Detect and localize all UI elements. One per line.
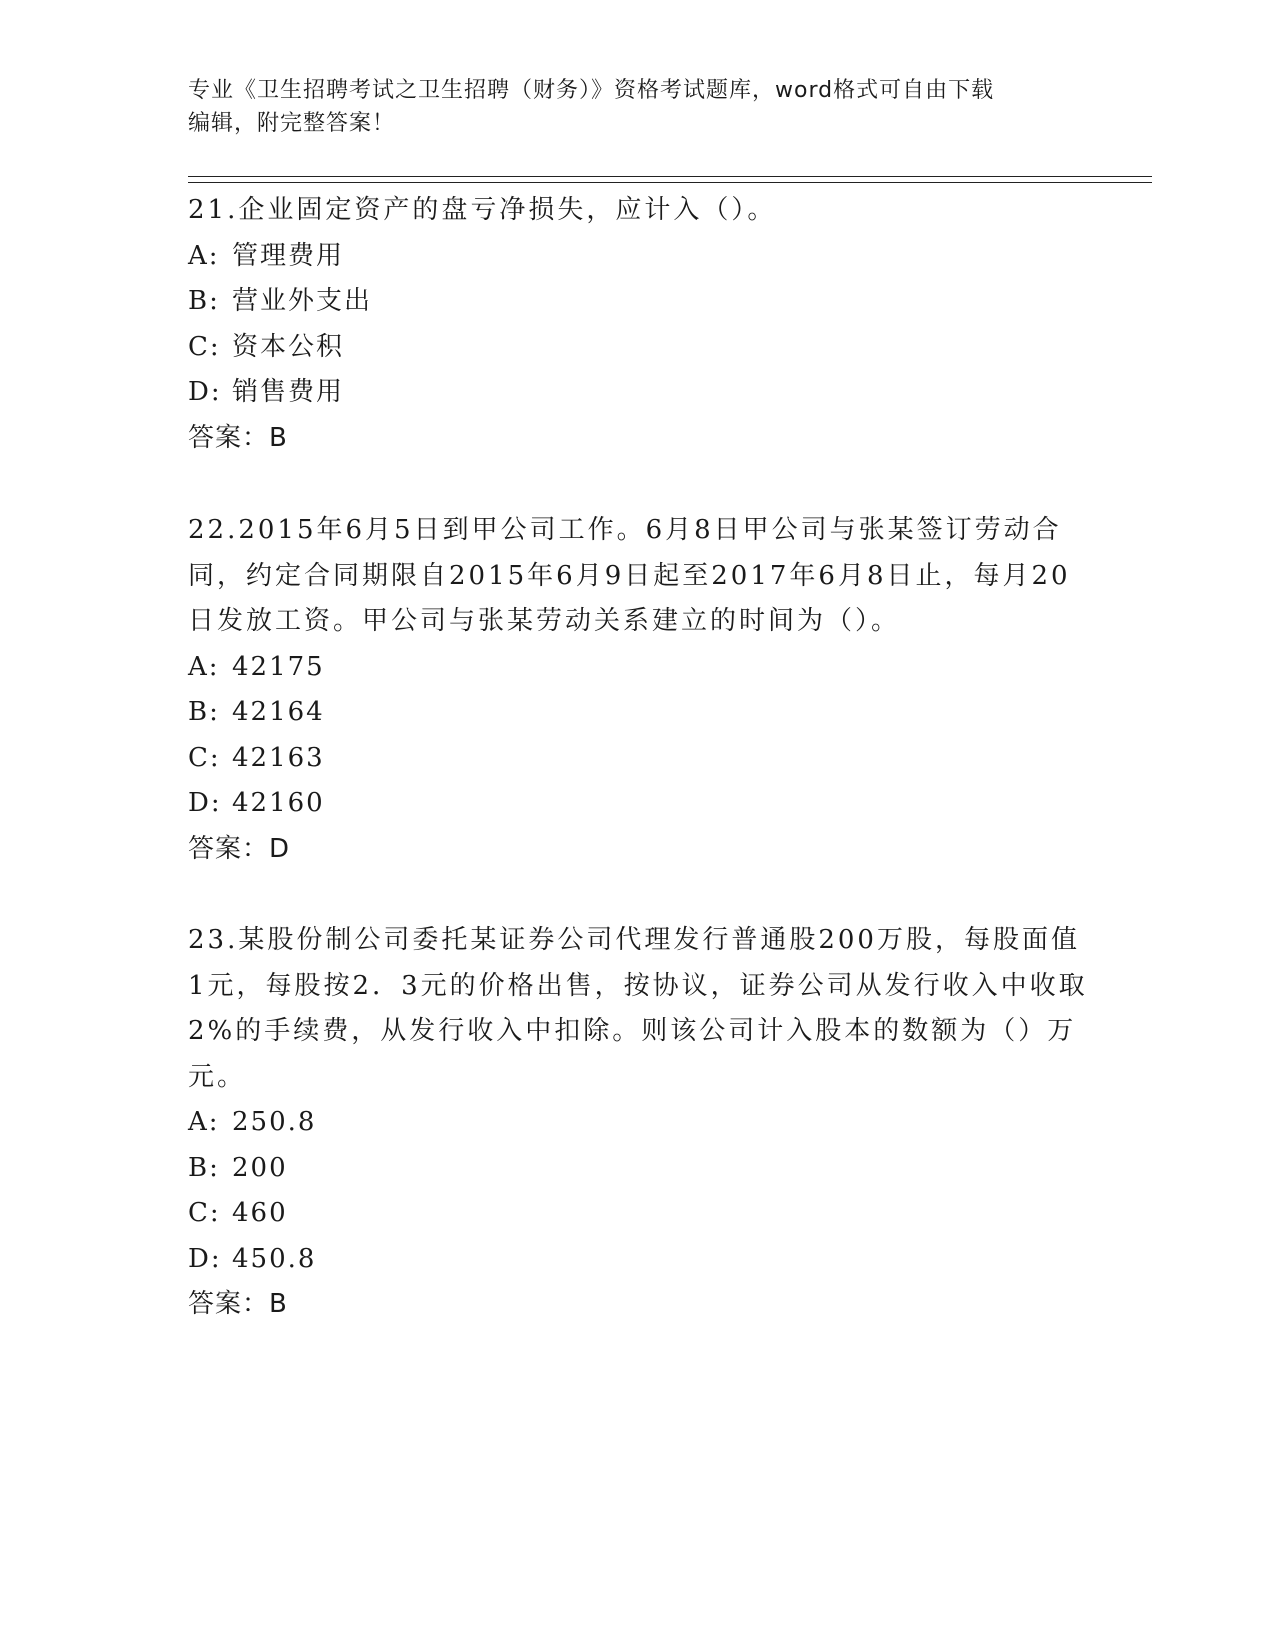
option-text: 200 (232, 1152, 288, 1183)
question-22 (188, 508, 1088, 872)
header-divider-bottom (188, 182, 1152, 183)
option-a (188, 645, 1088, 691)
question-stem: 21.企业固定资产的盘亏净损失，应计入（）。 (188, 195, 777, 225)
question-23 (188, 918, 1088, 1328)
document-header (188, 74, 1068, 140)
option-letter: D: (188, 377, 222, 407)
option-text: 450.8 (232, 1243, 317, 1274)
option-letter: B: (188, 286, 220, 316)
option-letter: A: (188, 1107, 220, 1137)
option-letter: B: (188, 1152, 220, 1183)
option-text: 42160 (232, 788, 325, 818)
header-divider-top (188, 176, 1152, 177)
option-d (188, 1237, 1088, 1283)
answer-line: 答案：D (188, 833, 291, 864)
header-line-1: 专业《卫生招聘考试之卫生招聘（财务）》资格考试题库，word格式可自由下载 (188, 78, 995, 103)
answer-line: 答案：B (188, 1289, 288, 1319)
option-c (188, 1191, 1088, 1237)
option-text: 42163 (232, 742, 325, 773)
option-letter: C: (188, 1198, 221, 1228)
question-stem: 22.2015年6月5日到甲公司工作。6月8日甲公司与张某签订劳动合同，约定合同期限自2015年6月9日起至2017年6月8日止，每月20日发放工资。甲公司与张某劳动关系建立的时间为（）。 (188, 515, 1071, 636)
option-letter: A: (188, 240, 220, 271)
option-text: 管理费用 (232, 240, 345, 271)
option-text: 42164 (232, 697, 325, 727)
option-letter: C: (188, 331, 221, 362)
option-d (188, 370, 1088, 416)
option-c (188, 736, 1088, 782)
option-b (188, 279, 1088, 325)
question-stem: 23.某股份制公司委托某证券公司代理发行普通股200万股，每股面值1元，每股按2．3元的价格出售，按协议，证券公司从发行收入中收取2%的手续费，从发行收入中扣除。则该公司计入股本的数额为（）万元。 (188, 925, 1088, 1092)
option-letter: A: (188, 651, 220, 682)
option-c (188, 325, 1088, 371)
option-text: 资本公积 (232, 331, 345, 362)
option-letter: D: (188, 788, 222, 818)
option-letter: D: (188, 1243, 222, 1274)
option-text: 460 (232, 1198, 288, 1228)
option-letter: B: (188, 697, 220, 727)
option-text: 42175 (232, 651, 325, 682)
option-text: 营业外支出 (232, 286, 373, 316)
option-text: 250.8 (232, 1107, 317, 1137)
header-line-2: 编辑，附完整答案！ (188, 111, 396, 136)
option-b (188, 690, 1088, 736)
option-letter: C: (188, 742, 221, 773)
option-a (188, 1100, 1088, 1146)
option-a (188, 234, 1088, 280)
question-21 (188, 188, 1088, 461)
option-d (188, 781, 1088, 827)
answer-line: 答案：B (188, 422, 288, 453)
option-b (188, 1146, 1088, 1192)
option-text: 销售费用 (232, 377, 345, 407)
